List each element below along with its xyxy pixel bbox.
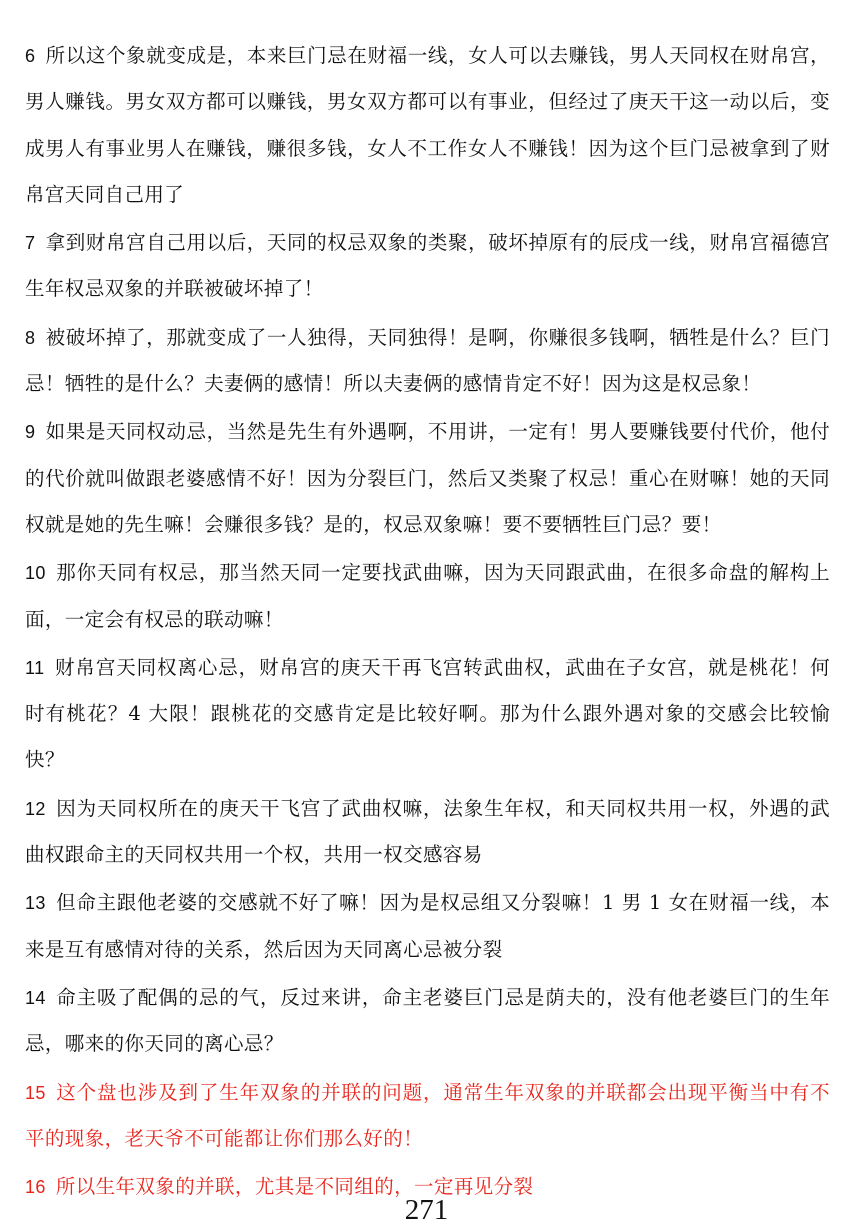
paragraph-text: 所以生年双象的并联，尤其是不同组的，一定再见分裂 [55,1175,534,1199]
paragraph-text: 命主吸了配偶的忌的气，反过来讲，命主老婆巨门忌是荫夫的，没有他老婆巨门的生年忌，哪来的你天同的离心忌？ [25,985,830,1056]
paragraph-text: 因为天同权所在的庚天干飞宫了武曲权嘛，法象生年权，和天同权共用一权，外遇的武曲权跟命主的天同权共用一个权，共用一权交感容易 [25,796,830,867]
paragraph-13 [25,880,830,973]
paragraph-number: 10 [25,563,46,584]
paragraph-10 [25,550,830,643]
page-number: 271 [404,1194,449,1226]
paragraph-text: 财帛宫天同权离心忌，财帛宫的庚天干再飞宫转武曲权，武曲在子女宫，就是桃花！何时有桃花？4 大限！跟桃花的交感肯定是比较好啊。那为什么跟外遇对象的交感会比较愉快？ [25,655,830,772]
paragraph-text: 那你天同有权忌，那当然天同一定要找武曲嘛，因为天同跟武曲，在很多命盘的解构上面，一定会有权忌的联动嘛！ [25,561,830,631]
paragraph-number: 15 [25,1082,46,1103]
paragraph-list [25,33,830,1212]
paragraph-12 [25,786,830,879]
paragraph-text: 但命主跟他老婆的交感就不好了嘛！因为是权忌组又分裂嘛！1 男 1 女在财福一线，本来是互有感情对待的关系，然后因为天同离心忌被分裂 [25,891,830,961]
paragraph-text: 所以这个象就变成是，本来巨门忌在财福一线，女人可以去赚钱，男人天同权在财帛宫，男人赚钱。男女双方都可以赚钱，男女双方都可以有事业，但经过了庚天干这一动以后，变成男人有事业男人在赚钱，赚很多钱，女人不工作女人不赚钱！因为这个巨门忌被拿到了财帛宫天同自己用了 [25,44,830,206]
paragraph-14 [25,975,830,1068]
paragraph-number: 7 [25,233,36,254]
paragraph-number: 8 [25,327,36,348]
paragraph-number: 9 [25,422,36,443]
paragraph-text: 这个盘也涉及到了生年双象的并联的问题，通常生年双象的并联都会出现平衡当中有不平的现象，老天爷不可能都让你们那么好的！ [25,1080,830,1150]
paragraph-text: 被破坏掉了，那就变成了一人独得，天同独得！是啊，你赚很多钱啊，牺牲是什么？巨门忌！牺牲的是什么？夫妻俩的感情！所以夫妻俩的感情肯定不好！因为这是权忌象！ [25,325,830,396]
paragraph-number: 11 [25,657,45,678]
paragraph-8 [25,315,830,408]
paragraph-15-highlighted [25,1070,830,1163]
paragraph-number: 6 [25,46,36,66]
paragraph-number: 14 [25,987,46,1008]
paragraph-number: 13 [25,893,46,914]
paragraph-number: 12 [25,798,46,819]
paragraph-7 [25,220,830,313]
paragraph-11 [25,645,830,784]
paragraph-text: 如果是天同权动忌，当然是先生有外遇啊，不用讲，一定有！男人要赚钱要付代价，他付的代价就叫做跟老婆感情不好！因为分裂巨门，然后又类聚了权忌！重心在财嘛！她的天同权就是她的先生嘛！会赚很多钱？是的，权忌双象嘛！要不要牺牲巨门忌？要！ [25,420,830,536]
paragraph-text: 拿到财帛宫自己用以后，天同的权忌双象的类聚，破坏掉原有的辰戌一线，财帛宫福德宫生年权忌双象的并联被破坏掉了！ [25,231,830,301]
paragraph-9 [25,409,830,548]
paragraph-6 [25,33,830,218]
paragraph-number: 16 [25,1177,46,1198]
